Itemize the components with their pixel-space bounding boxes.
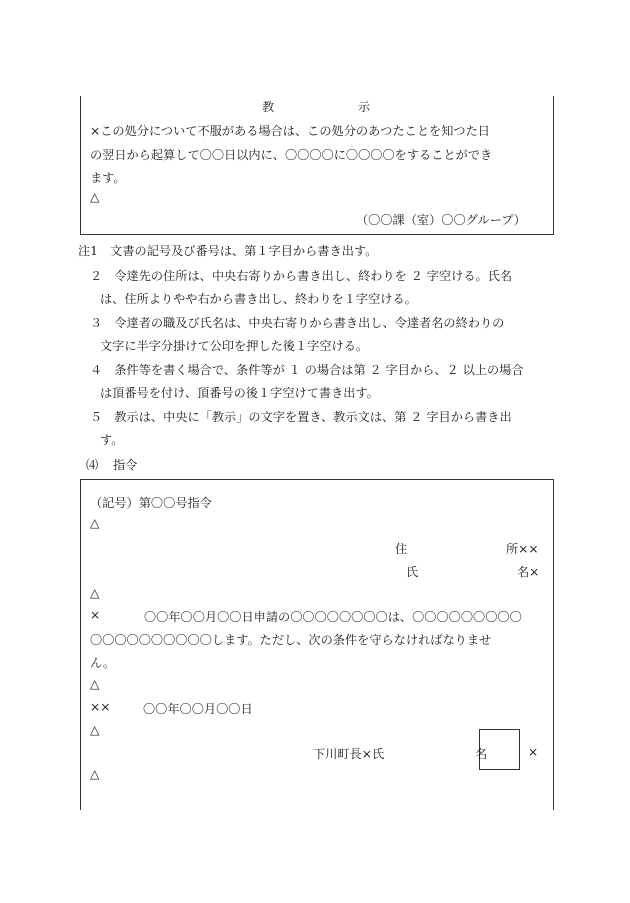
date-mark: ×× [90,700,111,714]
body-line-2: 〇〇〇〇〇〇〇〇〇〇します。ただし、次の条件を守らなければなりませ [90,633,492,647]
note-4-line-1: ４ 条件等を書く場合で、条件等が １ の場合は第 ２ 字目から、２ 以上の場合 [90,363,524,377]
body-line-3: ん。 [90,656,116,670]
mark-5: △ [90,767,100,781]
section-number: ⑷ [86,458,99,472]
note-4-line-2: は頂番号を付け、頂番号の後１字空けて書き出す。 [100,386,379,400]
notice-heading-right: 示 [358,100,371,114]
notice-department: （〇〇課（室）〇〇グループ） [356,213,526,227]
note-3-line-1: ３ 令達者の職及び氏名は、中央右寄りから書き出し、令達者名の終わりの [90,316,505,330]
notice-mark: △ [90,190,100,204]
address-label: 住 [395,542,408,556]
section-title: 指令 [113,458,138,472]
issuer-tail: × [528,745,539,759]
mark-1: △ [90,516,100,530]
notice-line-3: ます。 [90,171,126,185]
note-2-line-1: ２ 令達先の住所は、中央右寄りから書き出し、終わりを ２ 字空ける。氏名 [90,269,513,283]
notice-line-1: ×この処分について不服がある場合は、この処分のあつたことを知つた日 [90,124,490,138]
note-2-line-2: は、住所よりやや右から書き出し、終わりを１字空ける。 [100,292,417,306]
note-3-line-2: 文字に半字分掛けて公印を押した後１字空ける。 [100,339,369,353]
issue-date: 〇〇年〇〇月〇〇日 [143,702,253,716]
notice-line-2: の翌日から起算して〇〇日以内に、〇〇〇〇に〇〇〇〇をすることができ [90,148,493,162]
directive-code: （記号）第〇〇号指令 [90,496,212,510]
mark-3: △ [90,677,100,691]
address-end: 所×× [506,542,539,556]
body-mark: × [90,608,101,622]
notice-heading-left: 教 [262,100,275,114]
note-1: 注1 文書の記号及び番号は、第１字目から書き出す。 [78,244,378,258]
note-5-line-1: ５ 教示は、中央に「教示」の文字を置き、教示文は、第 ２ 字目から書き出 [90,410,512,424]
issuer-name-end: 名 [475,747,488,761]
note-5-line-2: す。 [100,433,124,447]
mark-2: △ [90,586,100,600]
issuer-name: 下川町長×氏 [313,747,385,761]
mark-4: △ [90,723,100,737]
body-line-1: 〇〇年〇〇月〇〇日申請の〇〇〇〇〇〇〇〇は、〇〇〇〇〇〇〇〇〇 [144,610,522,624]
name-label: 氏 [406,565,419,579]
name-end: 名× [517,565,540,579]
